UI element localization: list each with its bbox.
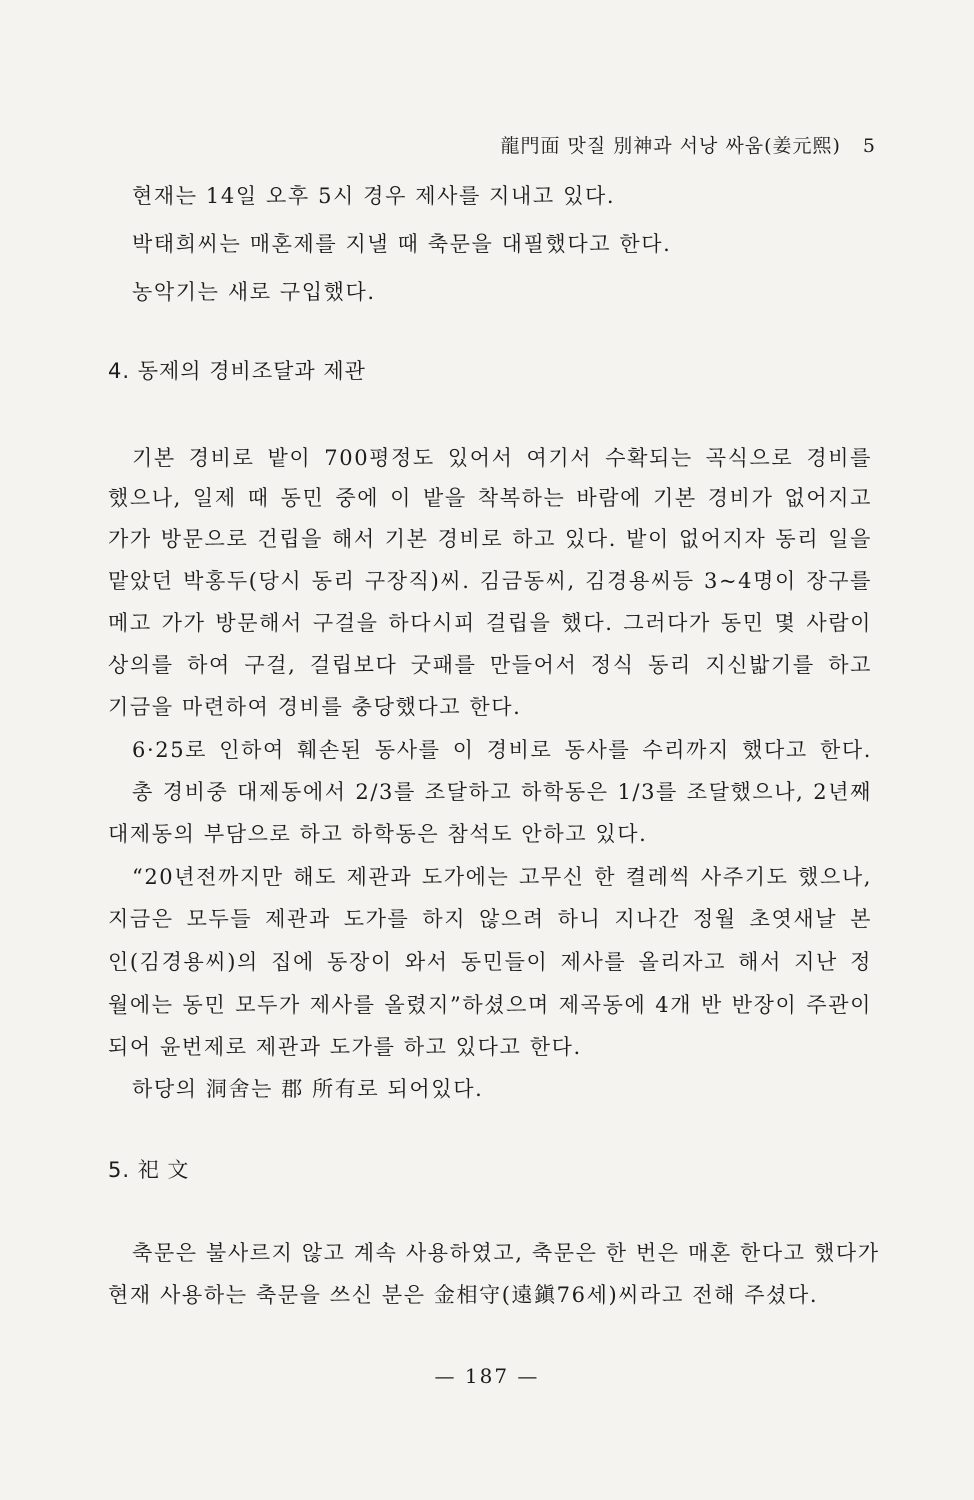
section-4-heading: 4. 동제의 경비조달과 제관 bbox=[108, 359, 366, 383]
paragraph-line: 되어 윤번제로 제관과 도가를 하고 있다고 한다. bbox=[108, 1035, 582, 1059]
paragraph-line: 현재 사용하는 축문을 쓰신 분은 金相守(遠鎭76세)씨라고 전해 주셨다. bbox=[108, 1283, 819, 1307]
paragraph-line: 상의를 하여 구걸, 걸립보다 굿패를 만들어서 정식 동리 지신밟기를 하고 bbox=[108, 653, 872, 677]
section-5-heading: 5. 祀 文 bbox=[108, 1158, 190, 1182]
paragraph-line: 총 경비중 대제동에서 2/3를 조달하고 하학동은 1/3를 조달했으나, 2년째 bbox=[132, 780, 872, 804]
running-header bbox=[500, 131, 876, 158]
intro-line: 농악기는 새로 구입했다. bbox=[132, 280, 376, 304]
paragraph-line: 월에는 동민 모두가 제사를 올렸지”하셨으며 제곡동에 4개 반 반장이 주관이 bbox=[108, 993, 872, 1017]
paragraph-line: “20년전까지만 해도 제관과 도가에는 고무신 한 켤레씩 사주기도 했으나, bbox=[132, 865, 872, 889]
paragraph-line: 기본 경비로 밭이 700평정도 있어서 여기서 수확되는 곡식으로 경비를 bbox=[132, 446, 872, 470]
paragraph-line: 했으나, 일제 때 동민 중에 이 밭을 착복하는 바람에 기본 경비가 없어지고 bbox=[108, 486, 872, 510]
paragraph-line: 6·25로 인하여 훼손된 동사를 이 경비로 동사를 수리까지 했다고 한다. bbox=[132, 738, 872, 762]
paragraph-line: 메고 가가 방문해서 구걸을 하다시피 걸립을 했다. 그러다가 동민 몇 사람이 bbox=[108, 611, 872, 635]
paragraph-line: 지금은 모두들 제관과 도가를 하지 않으려 하니 지나간 정월 초엿새날 본 bbox=[108, 907, 872, 931]
header-page-ref: 5 bbox=[862, 135, 876, 157]
running-title: 龍門面 맛질 別神과 서낭 싸움(姜元熙) bbox=[500, 135, 841, 157]
intro-line: 현재는 14일 오후 5시 경우 제사를 지내고 있다. bbox=[132, 184, 616, 208]
paragraph-line: 기금을 마련하여 경비를 충당했다고 한다. bbox=[108, 695, 522, 719]
paragraph-line: 맡았던 박홍두(당시 동리 구장직)씨. 김금동씨, 김경용씨등 3~4명이 장구를 bbox=[108, 569, 872, 593]
intro-line: 박태희씨는 매혼제를 지낼 때 축문을 대필했다고 한다. bbox=[132, 232, 672, 256]
paragraph-line: 가가 방문으로 건립을 해서 기본 경비로 하고 있다. 밭이 없어지자 동리 일을 bbox=[108, 527, 872, 551]
paragraph-line: 인(김경용씨)의 집에 동장이 와서 동민들이 제사를 올리자고 해서 지난 정 bbox=[108, 950, 872, 974]
page-number: — 187 — bbox=[434, 1364, 540, 1388]
paragraph-line: 대제동의 부담으로 하고 하학동은 참석도 안하고 있다. bbox=[108, 822, 648, 846]
paragraph-line: 축문은 불사르지 않고 계속 사용하였고, 축문은 한 번은 매혼 한다고 했다가 bbox=[132, 1241, 880, 1265]
paragraph-line: 하당의 洞舍는 郡 所有로 되어있다. bbox=[132, 1077, 484, 1101]
